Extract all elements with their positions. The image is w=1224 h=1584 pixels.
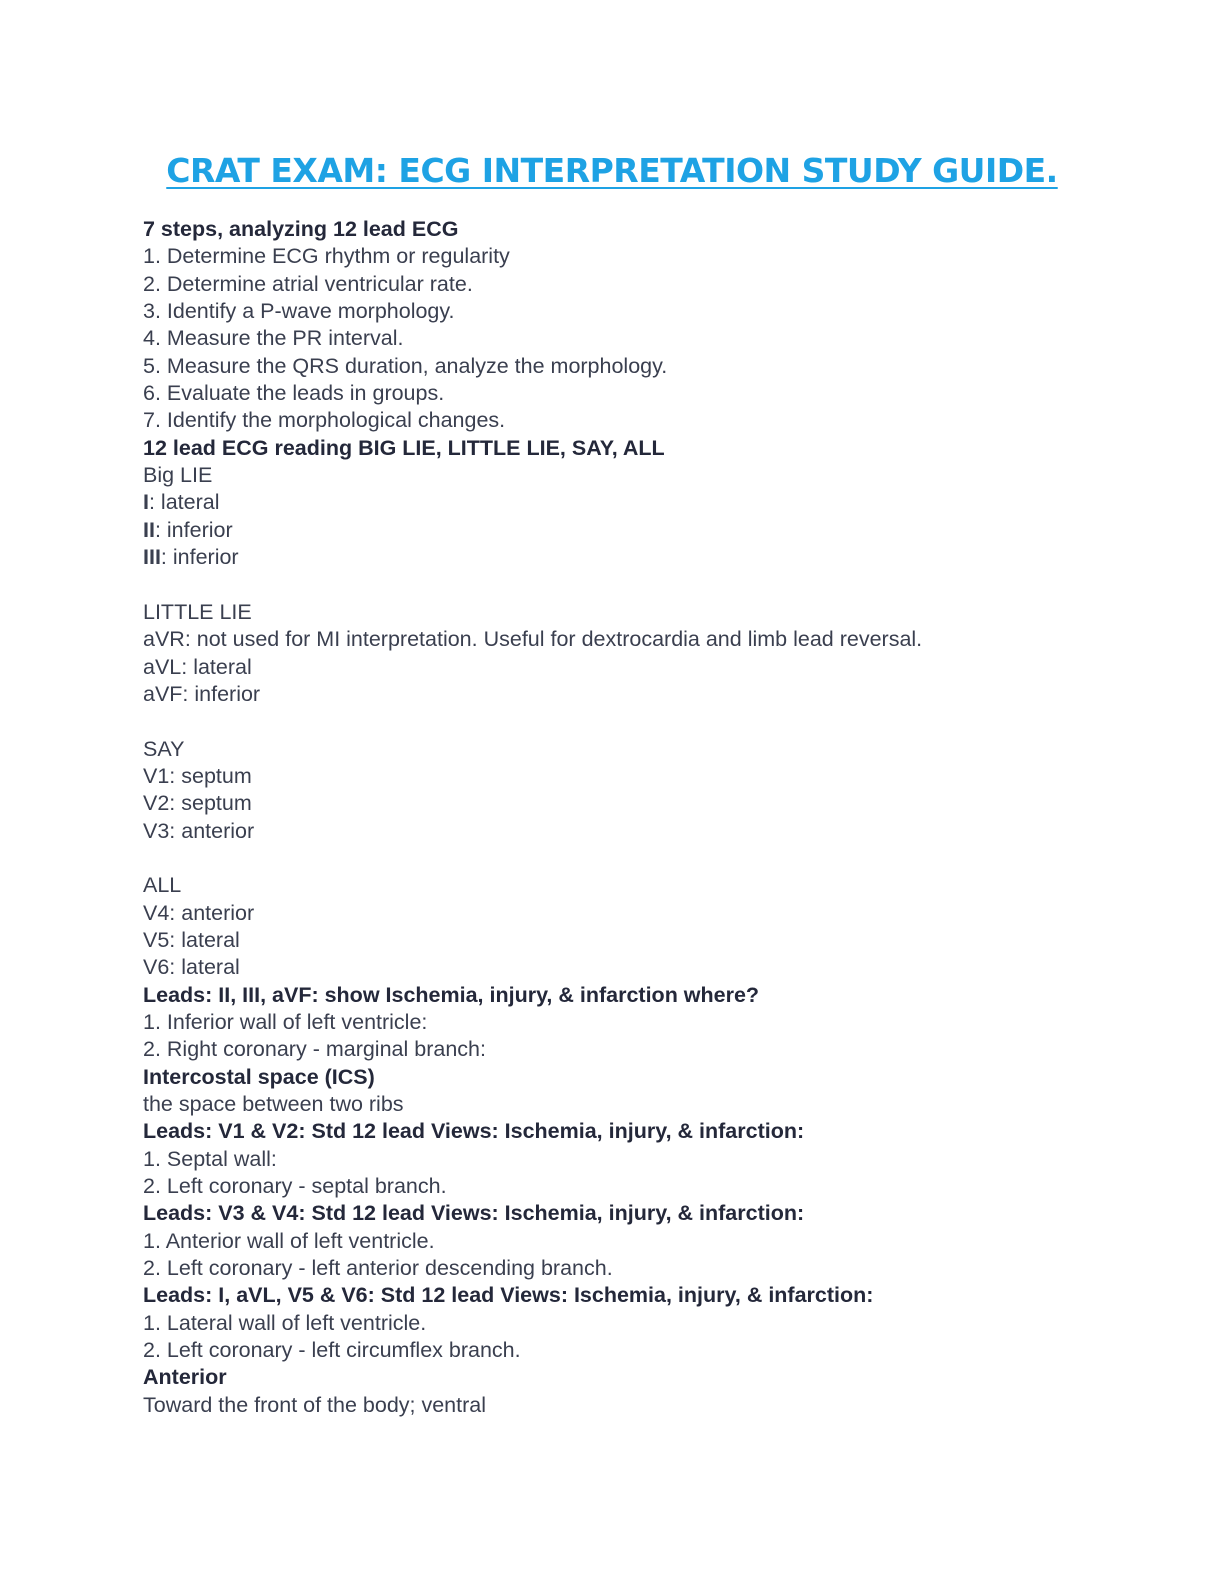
lead-desc: : inferior [154,517,233,542]
steps-heading: 7 steps, analyzing 12 lead ECG [143,217,459,241]
list-item: 1. Determine ECG rhythm or regularity [143,244,510,269]
list-item: aVL: lateral [143,654,252,679]
lead-name: I [143,490,149,515]
list-item: 1. Septal wall: [143,1146,277,1171]
list-item: 3. Identify a P-wave morphology. [143,299,455,324]
ics-heading: Intercostal space (ICS) [143,1064,375,1089]
lead-row [143,544,1143,571]
reading-heading: 12 lead ECG reading BIG LIE, LITTLE LIE, SAY, ALL [143,435,665,460]
anterior-term-heading: Anterior [143,1365,227,1390]
spacer [143,571,1143,598]
anterior-leads-heading: Leads: V3 & V4: Std 12 lead Views: Ischemia, injury, & infarction: [143,1201,805,1226]
list-item: V2: septum [143,791,252,816]
list-item: V1: septum [143,763,252,788]
ics-definition: the space between two ribs [143,1092,404,1116]
big-lie-label: Big LIE [143,463,213,488]
document-title-text: CRAT EXAM: ECG INTERPRETATION STUDY GUIDE. [166,151,1058,190]
inferior-leads-heading: Leads: II, III, aVF: show Ischemia, injury, & infarction where? [143,982,760,1007]
list-item: 4. Measure the PR interval. [143,326,404,351]
lead-desc: : lateral [148,490,220,515]
list-item: V5: lateral [143,927,240,952]
list-item: 7. Identify the morphological changes. [143,408,506,433]
lateral-leads-heading: Leads: I, aVL, V5 & V6: Std 12 lead Views: Ischemia, injury, & infarction: [143,1283,874,1308]
list-item: aVR: not used for MI interpretation. Useful for dextrocardia and limb lead reversal. [143,627,923,652]
list-item: 2. Left coronary - left anterior descending branch. [143,1256,613,1281]
list-item: 2. Left coronary - left circumflex branch. [143,1338,521,1363]
list-item: 1. Inferior wall of left ventricle: [143,1009,428,1034]
document-body [143,216,1143,1419]
lead-name: II [143,517,155,542]
list-item: 6. Evaluate the leads in groups. [143,381,445,406]
list-item: V4: anterior [143,900,255,925]
anterior-term-definition: Toward the front of the body; ventral [143,1392,487,1417]
list-item: 1. Anterior wall of left ventricle. [143,1228,435,1253]
lead-desc: : inferior [160,545,239,570]
lead-row [143,489,1143,516]
spacer [143,845,1143,872]
all-label: ALL [143,873,182,898]
list-item: 2. Determine atrial ventricular rate. [143,271,473,296]
list-item: V6: lateral [143,955,240,980]
document-title [0,144,1224,198]
list-item: 5. Measure the QRS duration, analyze the morphology. [143,353,668,378]
list-item: aVF: inferior [143,681,261,706]
lead-row [143,517,1143,544]
septal-leads-heading: Leads: V1 & V2: Std 12 lead Views: Ischemia, injury, & infarction: [143,1119,805,1144]
list-item: 2. Right coronary - marginal branch: [143,1037,486,1062]
list-item: V3: anterior [143,818,255,843]
say-label: SAY [143,736,185,761]
list-item: 1. Lateral wall of left ventricle. [143,1310,427,1335]
little-lie-label: LITTLE LIE [143,599,252,624]
spacer [143,708,1143,735]
lead-name: III [143,545,161,570]
list-item: 2. Left coronary - septal branch. [143,1174,447,1199]
